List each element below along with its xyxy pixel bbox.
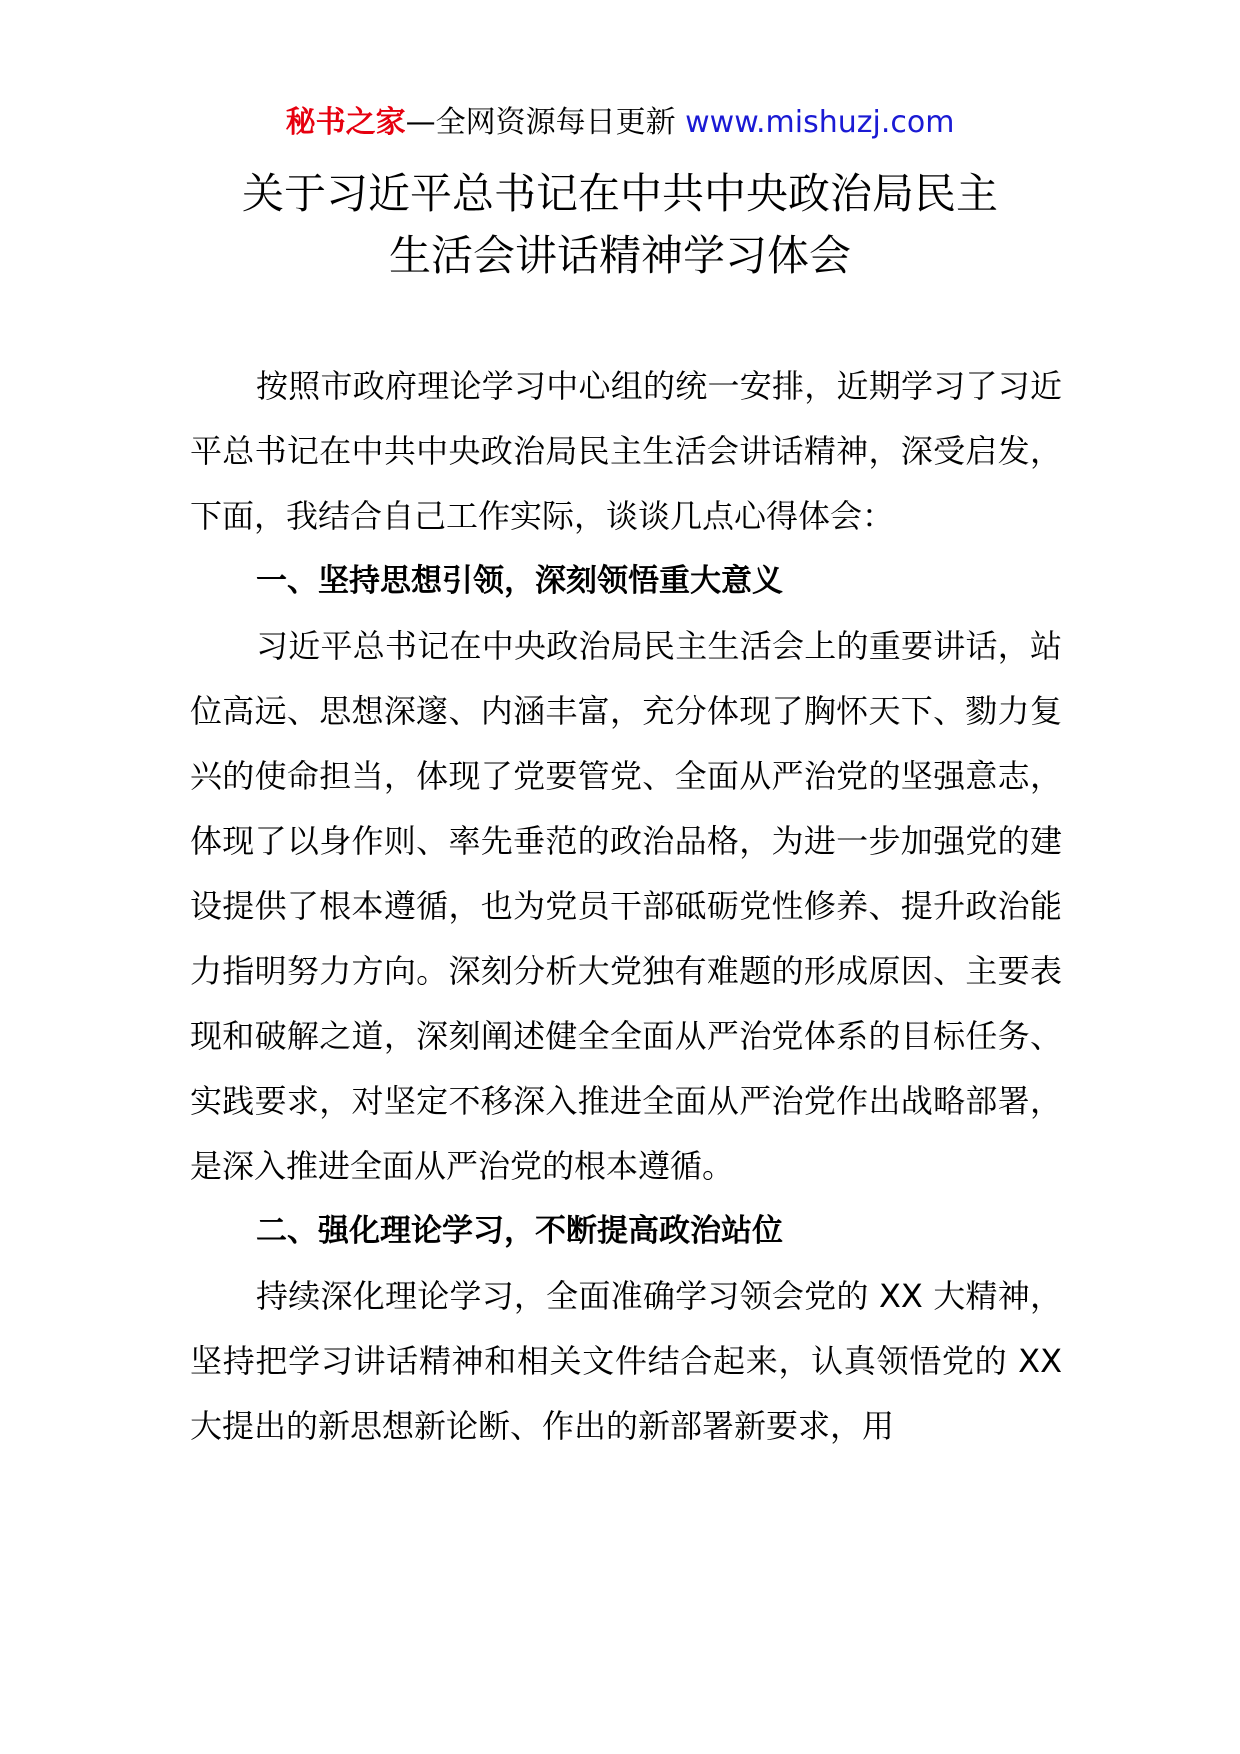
header-tagline: —全网资源每日更新 [405, 105, 686, 140]
watermark-header [0, 103, 1240, 143]
section-2-paragraph: 持续深化理论学习，全面准确学习领会党的 XX 大精神，坚持把学习讲话精神和相关文件结合起来，认真领悟党的 XX 大提出的新思想新论断、作出的新部署新要求，用 [190, 1277, 1062, 1445]
section-1-heading: 一、坚持思想引领，深刻领悟重大意义 [256, 563, 783, 599]
website-link[interactable]: www.mishuzj.com [685, 105, 955, 140]
document-title [150, 163, 1090, 287]
document-body [190, 354, 1062, 1459]
title-line-2: 生活会讲话精神学习体会 [388, 231, 851, 280]
brand-name: 秘书之家 [285, 105, 406, 140]
title-line-1: 关于习近平总书记在中共中央政治局民主 [241, 169, 998, 218]
intro-paragraph: 按照市政府理论学习中心组的统一安排，近期学习了习近平总书记在中共中央政治局民主生活会讲话精神，深受启发，下面，我结合自己工作实际，谈谈几点心得体会： [190, 367, 1062, 535]
section-2-heading: 二、强化理论学习，不断提高政治站位 [256, 1213, 783, 1249]
section-1-paragraph: 习近平总书记在中央政治局民主生活会上的重要讲话，站位高远、思想深邃、内涵丰富，充分体现了胸怀天下、勠力复兴的使命担当，体现了党要管党、全面从严治党的坚强意志，体现了以身作则、率先垂范的政治品格，为进一步加强党的建设提供了根本遵循，也为党员干部砥砺党性修养、提升政治能力指明努力方向。深刻分析大党独有难题的形成原因、主要表现和破解之道，深刻阐述健全全面从严治党体系的目标任务、实践要求，对坚定不移深入推进全面从严治党作出战略部署，是深入推进全面从严治党的根本遵循。 [190, 627, 1062, 1185]
